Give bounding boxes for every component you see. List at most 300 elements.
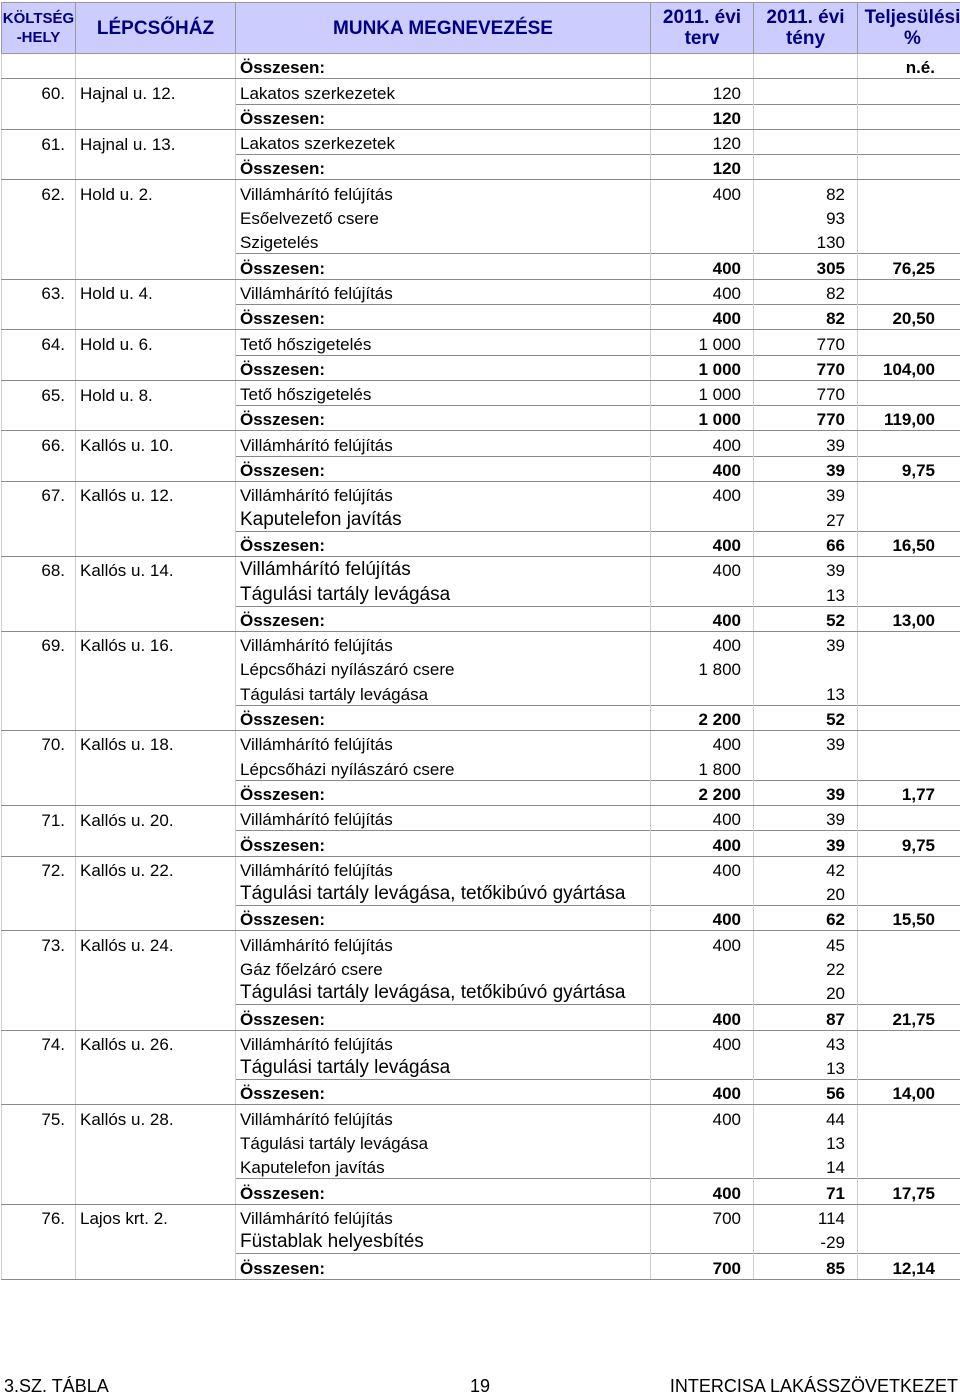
table-row	[2, 1130, 960, 1154]
cell-lepcsohaz	[76, 506, 236, 531]
cell-terv	[651, 1130, 754, 1154]
total-row	[2, 254, 960, 279]
cell-terv: 120	[651, 104, 754, 129]
cell-teny: 42	[754, 856, 858, 881]
cell-munka: Összesen:	[236, 304, 651, 329]
cell-teljesulesi	[858, 656, 960, 680]
table-row	[2, 731, 960, 756]
total-row	[2, 906, 960, 931]
cell-terv	[651, 956, 754, 980]
cell-koltseghely	[2, 980, 76, 1005]
table-row	[2, 1030, 960, 1055]
cell-teny: 62	[754, 906, 858, 931]
cell-terv: 2 200	[651, 780, 754, 805]
cell-teljesulesi	[858, 731, 960, 756]
cell-teljesulesi: 119,00	[858, 406, 960, 431]
cell-munka: Villámhárító felújítás	[236, 731, 651, 756]
cell-munka: Tágulási tartály levágása, tetőkibúvó gyártása	[236, 881, 651, 906]
cell-terv: 400	[651, 731, 754, 756]
cell-koltseghely	[2, 1130, 76, 1154]
cell-koltseghely	[2, 780, 76, 805]
cell-munka: Összesen:	[236, 531, 651, 556]
cell-teny: 39	[754, 482, 858, 507]
cell-teljesulesi	[858, 805, 960, 830]
cell-teljesulesi	[858, 380, 960, 405]
header-teny: 2011. évi tény	[754, 3, 858, 54]
cell-teny: 13	[754, 581, 858, 606]
cell-terv: 1 000	[651, 406, 754, 431]
table-row	[2, 956, 960, 980]
cell-teny: 43	[754, 1030, 858, 1055]
cell-munka: Lakatos szerkezetek	[236, 79, 651, 104]
cell-koltseghely: 64.	[2, 330, 76, 355]
cell-koltseghely	[2, 1154, 76, 1179]
cell-teljesulesi: 13,00	[858, 606, 960, 631]
cell-teljesulesi	[858, 104, 960, 129]
cell-munka: Villámhárító felújítás	[236, 1105, 651, 1130]
cell-lepcsohaz	[76, 1005, 236, 1030]
cell-lepcsohaz: Kallós u. 18.	[76, 731, 236, 756]
cell-teny: 770	[754, 355, 858, 380]
table-row	[2, 1105, 960, 1130]
cell-teny: 770	[754, 380, 858, 405]
cell-teljesulesi: 17,75	[858, 1179, 960, 1204]
table-row	[2, 556, 960, 581]
cell-munka: Villámhárító felújítás	[236, 482, 651, 507]
cell-teljesulesi	[858, 129, 960, 154]
cell-teljesulesi	[858, 330, 960, 355]
cell-teny: 114	[754, 1204, 858, 1229]
cell-munka: Villámhárító felújítás	[236, 931, 651, 956]
table-row	[2, 129, 960, 154]
cell-lepcsohaz	[76, 1154, 236, 1179]
cell-teljesulesi: 9,75	[858, 831, 960, 856]
cell-teljesulesi: 14,00	[858, 1080, 960, 1105]
cell-teljesulesi	[858, 1055, 960, 1080]
cell-teljesulesi	[858, 980, 960, 1005]
cell-munka: Villámhárító felújítás	[236, 180, 651, 205]
cell-lepcsohaz	[76, 205, 236, 229]
cell-teny	[754, 155, 858, 180]
cell-munka: Összesen:	[236, 606, 651, 631]
cell-terv	[651, 229, 754, 254]
cell-koltseghely: 66.	[2, 431, 76, 456]
cell-munka: Villámhárító felújítás	[236, 805, 651, 830]
cell-teljesulesi	[858, 1030, 960, 1055]
table-row	[2, 805, 960, 830]
cell-teljesulesi	[858, 279, 960, 304]
cell-teny: 20	[754, 980, 858, 1005]
cell-munka: Kaputelefon javítás	[236, 1154, 651, 1179]
cell-teljesulesi: 1,77	[858, 780, 960, 805]
cell-teljesulesi: 20,50	[858, 304, 960, 329]
cell-koltseghely	[2, 705, 76, 730]
cell-teny: 39	[754, 431, 858, 456]
cell-koltseghely: 72.	[2, 856, 76, 881]
cell-lepcsohaz: Hajnal u. 13.	[76, 129, 236, 154]
table-row	[2, 980, 960, 1005]
cell-lepcsohaz	[76, 780, 236, 805]
cell-teny: 39	[754, 731, 858, 756]
cell-lepcsohaz: Hold u. 6.	[76, 330, 236, 355]
cell-teny: 39	[754, 805, 858, 830]
cell-teny: 27	[754, 506, 858, 531]
cell-teny	[754, 755, 858, 780]
cell-teny: 22	[754, 956, 858, 980]
table-row	[2, 1229, 960, 1254]
cell-teljesulesi: 21,75	[858, 1005, 960, 1030]
cell-koltseghely	[2, 155, 76, 180]
cell-teljesulesi: 16,50	[858, 531, 960, 556]
cell-lepcsohaz	[76, 980, 236, 1005]
cell-teny: 770	[754, 330, 858, 355]
cell-munka: Tető hőszigetelés	[236, 380, 651, 405]
cell-koltseghely	[2, 229, 76, 254]
cell-teljesulesi	[858, 931, 960, 956]
cell-munka: Villámhárító felújítás	[236, 556, 651, 581]
cell-koltseghely	[2, 581, 76, 606]
cell-munka: Összesen:	[236, 104, 651, 129]
cell-lepcsohaz: Hold u. 4.	[76, 279, 236, 304]
cell-teljesulesi	[858, 581, 960, 606]
cell-terv	[651, 881, 754, 906]
cell-koltseghely: 76.	[2, 1204, 76, 1229]
cell-lepcsohaz: Lajos krt. 2.	[76, 1204, 236, 1229]
cell-lepcsohaz: Kallós u. 20.	[76, 805, 236, 830]
cell-koltseghely	[2, 906, 76, 931]
cell-teny: 82	[754, 304, 858, 329]
cell-teljesulesi	[858, 431, 960, 456]
cell-munka: Összesen:	[236, 406, 651, 431]
cell-teljesulesi	[858, 1204, 960, 1229]
cell-teljesulesi: 9,75	[858, 456, 960, 481]
table-row	[2, 330, 960, 355]
total-row	[2, 1254, 960, 1279]
cell-lepcsohaz	[76, 831, 236, 856]
cell-koltseghely: 73.	[2, 931, 76, 956]
cell-teljesulesi: 76,25	[858, 254, 960, 279]
cell-koltseghely	[2, 656, 76, 680]
footer-organization: INTERCISA LAKÁSSZÖVETKEZET	[670, 1376, 958, 1397]
cell-munka: Tágulási tartály levágása	[236, 680, 651, 705]
table-header	[2, 3, 960, 54]
cell-terv	[651, 54, 754, 79]
cell-teljesulesi	[858, 1105, 960, 1130]
cell-terv: 400	[651, 1030, 754, 1055]
cell-munka: Kaputelefon javítás	[236, 506, 651, 531]
cell-teny: 82	[754, 279, 858, 304]
cell-teny: 13	[754, 680, 858, 705]
total-row	[2, 1080, 960, 1105]
cell-teljesulesi	[858, 881, 960, 906]
total-row	[2, 155, 960, 180]
cell-teljesulesi	[858, 229, 960, 254]
cell-teljesulesi: n.é.	[858, 54, 960, 79]
cell-koltseghely	[2, 1005, 76, 1030]
cell-munka: Lakatos szerkezetek	[236, 129, 651, 154]
cell-terv: 400	[651, 254, 754, 279]
cell-koltseghely	[2, 680, 76, 705]
cell-munka: Füstablak helyesbítés	[236, 1229, 651, 1254]
header-koltseghely: KÖLTSÉG -HELY	[2, 3, 76, 54]
cell-lepcsohaz	[76, 406, 236, 431]
total-row	[2, 1005, 960, 1030]
cell-teny	[754, 79, 858, 104]
cell-lepcsohaz	[76, 1130, 236, 1154]
cell-munka: Összesen:	[236, 831, 651, 856]
table-row	[2, 279, 960, 304]
cell-koltseghely	[2, 506, 76, 531]
cell-munka: Összesen:	[236, 1080, 651, 1105]
cell-teny	[754, 104, 858, 129]
cell-munka: Összesen:	[236, 1179, 651, 1204]
table-row	[2, 856, 960, 881]
cell-teny: 20	[754, 881, 858, 906]
cell-munka: Összesen:	[236, 906, 651, 931]
cell-terv: 400	[651, 482, 754, 507]
footer-page-number: 19	[470, 1376, 490, 1397]
cell-teny: 45	[754, 931, 858, 956]
cell-teljesulesi	[858, 705, 960, 730]
table-row	[2, 680, 960, 705]
cell-koltseghely: 69.	[2, 631, 76, 656]
work-table	[1, 2, 960, 1280]
cell-teny: 71	[754, 1179, 858, 1204]
cell-koltseghely: 74.	[2, 1030, 76, 1055]
cell-munka: Összesen:	[236, 780, 651, 805]
cell-teny: 44	[754, 1105, 858, 1130]
cell-terv	[651, 1055, 754, 1080]
total-row	[2, 705, 960, 730]
cell-lepcsohaz: Kallós u. 10.	[76, 431, 236, 456]
cell-terv: 700	[651, 1204, 754, 1229]
cell-lepcsohaz	[76, 1080, 236, 1105]
cell-teljesulesi	[858, 631, 960, 656]
cell-terv	[651, 506, 754, 531]
cell-lepcsohaz	[76, 1254, 236, 1279]
cell-munka: Összesen:	[236, 355, 651, 380]
cell-koltseghely: 71.	[2, 805, 76, 830]
footer-table-label: 3.SZ. TÁBLA	[4, 1376, 109, 1397]
cell-munka: Összesen:	[236, 1254, 651, 1279]
cell-lepcsohaz: Kallós u. 22.	[76, 856, 236, 881]
cell-teny: 39	[754, 631, 858, 656]
cell-terv	[651, 1229, 754, 1254]
cell-teny: 93	[754, 205, 858, 229]
cell-koltseghely	[2, 755, 76, 780]
cell-lepcsohaz	[76, 254, 236, 279]
cell-terv: 120	[651, 79, 754, 104]
cell-terv: 400	[651, 631, 754, 656]
cell-lepcsohaz	[76, 581, 236, 606]
cell-koltseghely	[2, 54, 76, 79]
table-row	[2, 1204, 960, 1229]
cell-teny: 66	[754, 531, 858, 556]
cell-terv: 400	[651, 456, 754, 481]
table-row	[2, 380, 960, 405]
cell-terv: 400	[651, 831, 754, 856]
cell-terv: 1 800	[651, 656, 754, 680]
cell-lepcsohaz	[76, 1229, 236, 1254]
cell-munka: Lépcsőházi nyílászáró csere	[236, 656, 651, 680]
cell-teljesulesi	[858, 755, 960, 780]
cell-terv: 1 800	[651, 755, 754, 780]
cell-terv: 400	[651, 606, 754, 631]
cell-teny: 39	[754, 831, 858, 856]
cell-teljesulesi	[858, 680, 960, 705]
cell-teljesulesi	[858, 506, 960, 531]
cell-koltseghely	[2, 956, 76, 980]
cell-terv	[651, 680, 754, 705]
cell-lepcsohaz	[76, 355, 236, 380]
cell-teljesulesi: 15,50	[858, 906, 960, 931]
cell-lepcsohaz: Hajnal u. 12.	[76, 79, 236, 104]
cell-koltseghely	[2, 606, 76, 631]
cell-koltseghely	[2, 406, 76, 431]
cell-koltseghely: 63.	[2, 279, 76, 304]
cell-koltseghely: 62.	[2, 180, 76, 205]
cell-teljesulesi	[858, 856, 960, 881]
cell-koltseghely: 75.	[2, 1105, 76, 1130]
cell-teljesulesi	[858, 482, 960, 507]
cell-terv: 1 000	[651, 330, 754, 355]
cell-teljesulesi	[858, 956, 960, 980]
cell-munka: Esőelvezető csere	[236, 205, 651, 229]
cell-koltseghely	[2, 304, 76, 329]
total-row	[2, 406, 960, 431]
cell-teljesulesi: 12,14	[858, 1254, 960, 1279]
table-row	[2, 180, 960, 205]
cell-koltseghely: 61.	[2, 129, 76, 154]
cell-lepcsohaz	[76, 1179, 236, 1204]
cell-terv: 400	[651, 180, 754, 205]
cell-munka: Összesen:	[236, 705, 651, 730]
cell-koltseghely	[2, 1179, 76, 1204]
cell-terv: 400	[651, 431, 754, 456]
cell-lepcsohaz	[76, 606, 236, 631]
cell-terv: 120	[651, 129, 754, 154]
cell-munka: Tető hőszigetelés	[236, 330, 651, 355]
cell-terv: 400	[651, 1005, 754, 1030]
cell-munka: Villámhárító felújítás	[236, 1204, 651, 1229]
total-row	[2, 304, 960, 329]
cell-lepcsohaz: Kallós u. 28.	[76, 1105, 236, 1130]
cell-terv: 400	[651, 556, 754, 581]
cell-koltseghely	[2, 1229, 76, 1254]
cell-teljesulesi: 104,00	[858, 355, 960, 380]
cell-munka: Villámhárító felújítás	[236, 279, 651, 304]
cell-teljesulesi	[858, 180, 960, 205]
cell-terv	[651, 581, 754, 606]
cell-lepcsohaz: Kallós u. 12.	[76, 482, 236, 507]
cell-koltseghely	[2, 456, 76, 481]
cell-koltseghely: 65.	[2, 380, 76, 405]
cell-lepcsohaz	[76, 304, 236, 329]
cell-terv: 1 000	[651, 380, 754, 405]
cell-lepcsohaz	[76, 104, 236, 129]
cell-teny: 305	[754, 254, 858, 279]
cell-munka: Tágulási tartály levágása	[236, 1055, 651, 1080]
cell-terv	[651, 980, 754, 1005]
cell-munka: Szigetelés	[236, 229, 651, 254]
cell-terv: 700	[651, 1254, 754, 1279]
cell-terv: 400	[651, 1105, 754, 1130]
cell-lepcsohaz: Kallós u. 14.	[76, 556, 236, 581]
total-row	[2, 780, 960, 805]
cell-munka: Összesen:	[236, 155, 651, 180]
cell-teljesulesi	[858, 1130, 960, 1154]
cell-teljesulesi	[858, 1154, 960, 1179]
cell-lepcsohaz	[76, 229, 236, 254]
cell-lepcsohaz	[76, 906, 236, 931]
cell-munka: Villámhárító felújítás	[236, 1030, 651, 1055]
total-row	[2, 831, 960, 856]
cell-munka: Összesen:	[236, 254, 651, 279]
cell-teny: 52	[754, 705, 858, 730]
header-munka: MUNKA MEGNEVEZÉSE	[236, 3, 651, 54]
cell-koltseghely: 70.	[2, 731, 76, 756]
cell-terv: 400	[651, 531, 754, 556]
cell-teny: 770	[754, 406, 858, 431]
table-row	[2, 755, 960, 780]
header-lepcsohaz: LÉPCSŐHÁZ	[76, 3, 236, 54]
cell-teny: 82	[754, 180, 858, 205]
cell-lepcsohaz	[76, 705, 236, 730]
cell-terv: 400	[651, 931, 754, 956]
total-row	[2, 54, 960, 79]
cell-terv: 120	[651, 155, 754, 180]
cell-lepcsohaz: Kallós u. 16.	[76, 631, 236, 656]
cell-koltseghely	[2, 881, 76, 906]
cell-terv: 400	[651, 304, 754, 329]
table-row	[2, 631, 960, 656]
cell-munka: Összesen:	[236, 1005, 651, 1030]
cell-teny: 39	[754, 780, 858, 805]
total-row	[2, 1179, 960, 1204]
table-row	[2, 656, 960, 680]
cell-teny: 13	[754, 1130, 858, 1154]
cell-lepcsohaz: Kallós u. 24.	[76, 931, 236, 956]
cell-koltseghely: 68.	[2, 556, 76, 581]
total-row	[2, 606, 960, 631]
table-row	[2, 881, 960, 906]
cell-terv: 400	[651, 1080, 754, 1105]
cell-lepcsohaz: Hold u. 8.	[76, 380, 236, 405]
cell-terv	[651, 1154, 754, 1179]
cell-terv: 400	[651, 279, 754, 304]
cell-munka: Villámhárító felújítás	[236, 856, 651, 881]
table-row	[2, 581, 960, 606]
cell-munka: Lépcsőházi nyílászáró csere	[236, 755, 651, 780]
cell-koltseghely	[2, 1254, 76, 1279]
cell-lepcsohaz	[76, 155, 236, 180]
cell-lepcsohaz	[76, 755, 236, 780]
table-row	[2, 1055, 960, 1080]
cell-teny	[754, 54, 858, 79]
cell-munka: Összesen:	[236, 456, 651, 481]
cell-munka: Gáz főelzáró csere	[236, 956, 651, 980]
cell-teny: 52	[754, 606, 858, 631]
total-row	[2, 104, 960, 129]
cell-lepcsohaz	[76, 656, 236, 680]
cell-koltseghely	[2, 254, 76, 279]
cell-munka: Tágulási tartály levágása	[236, 1130, 651, 1154]
cell-lepcsohaz	[76, 1055, 236, 1080]
cell-koltseghely	[2, 831, 76, 856]
total-row	[2, 456, 960, 481]
cell-teny: 85	[754, 1254, 858, 1279]
cell-lepcsohaz	[76, 54, 236, 79]
